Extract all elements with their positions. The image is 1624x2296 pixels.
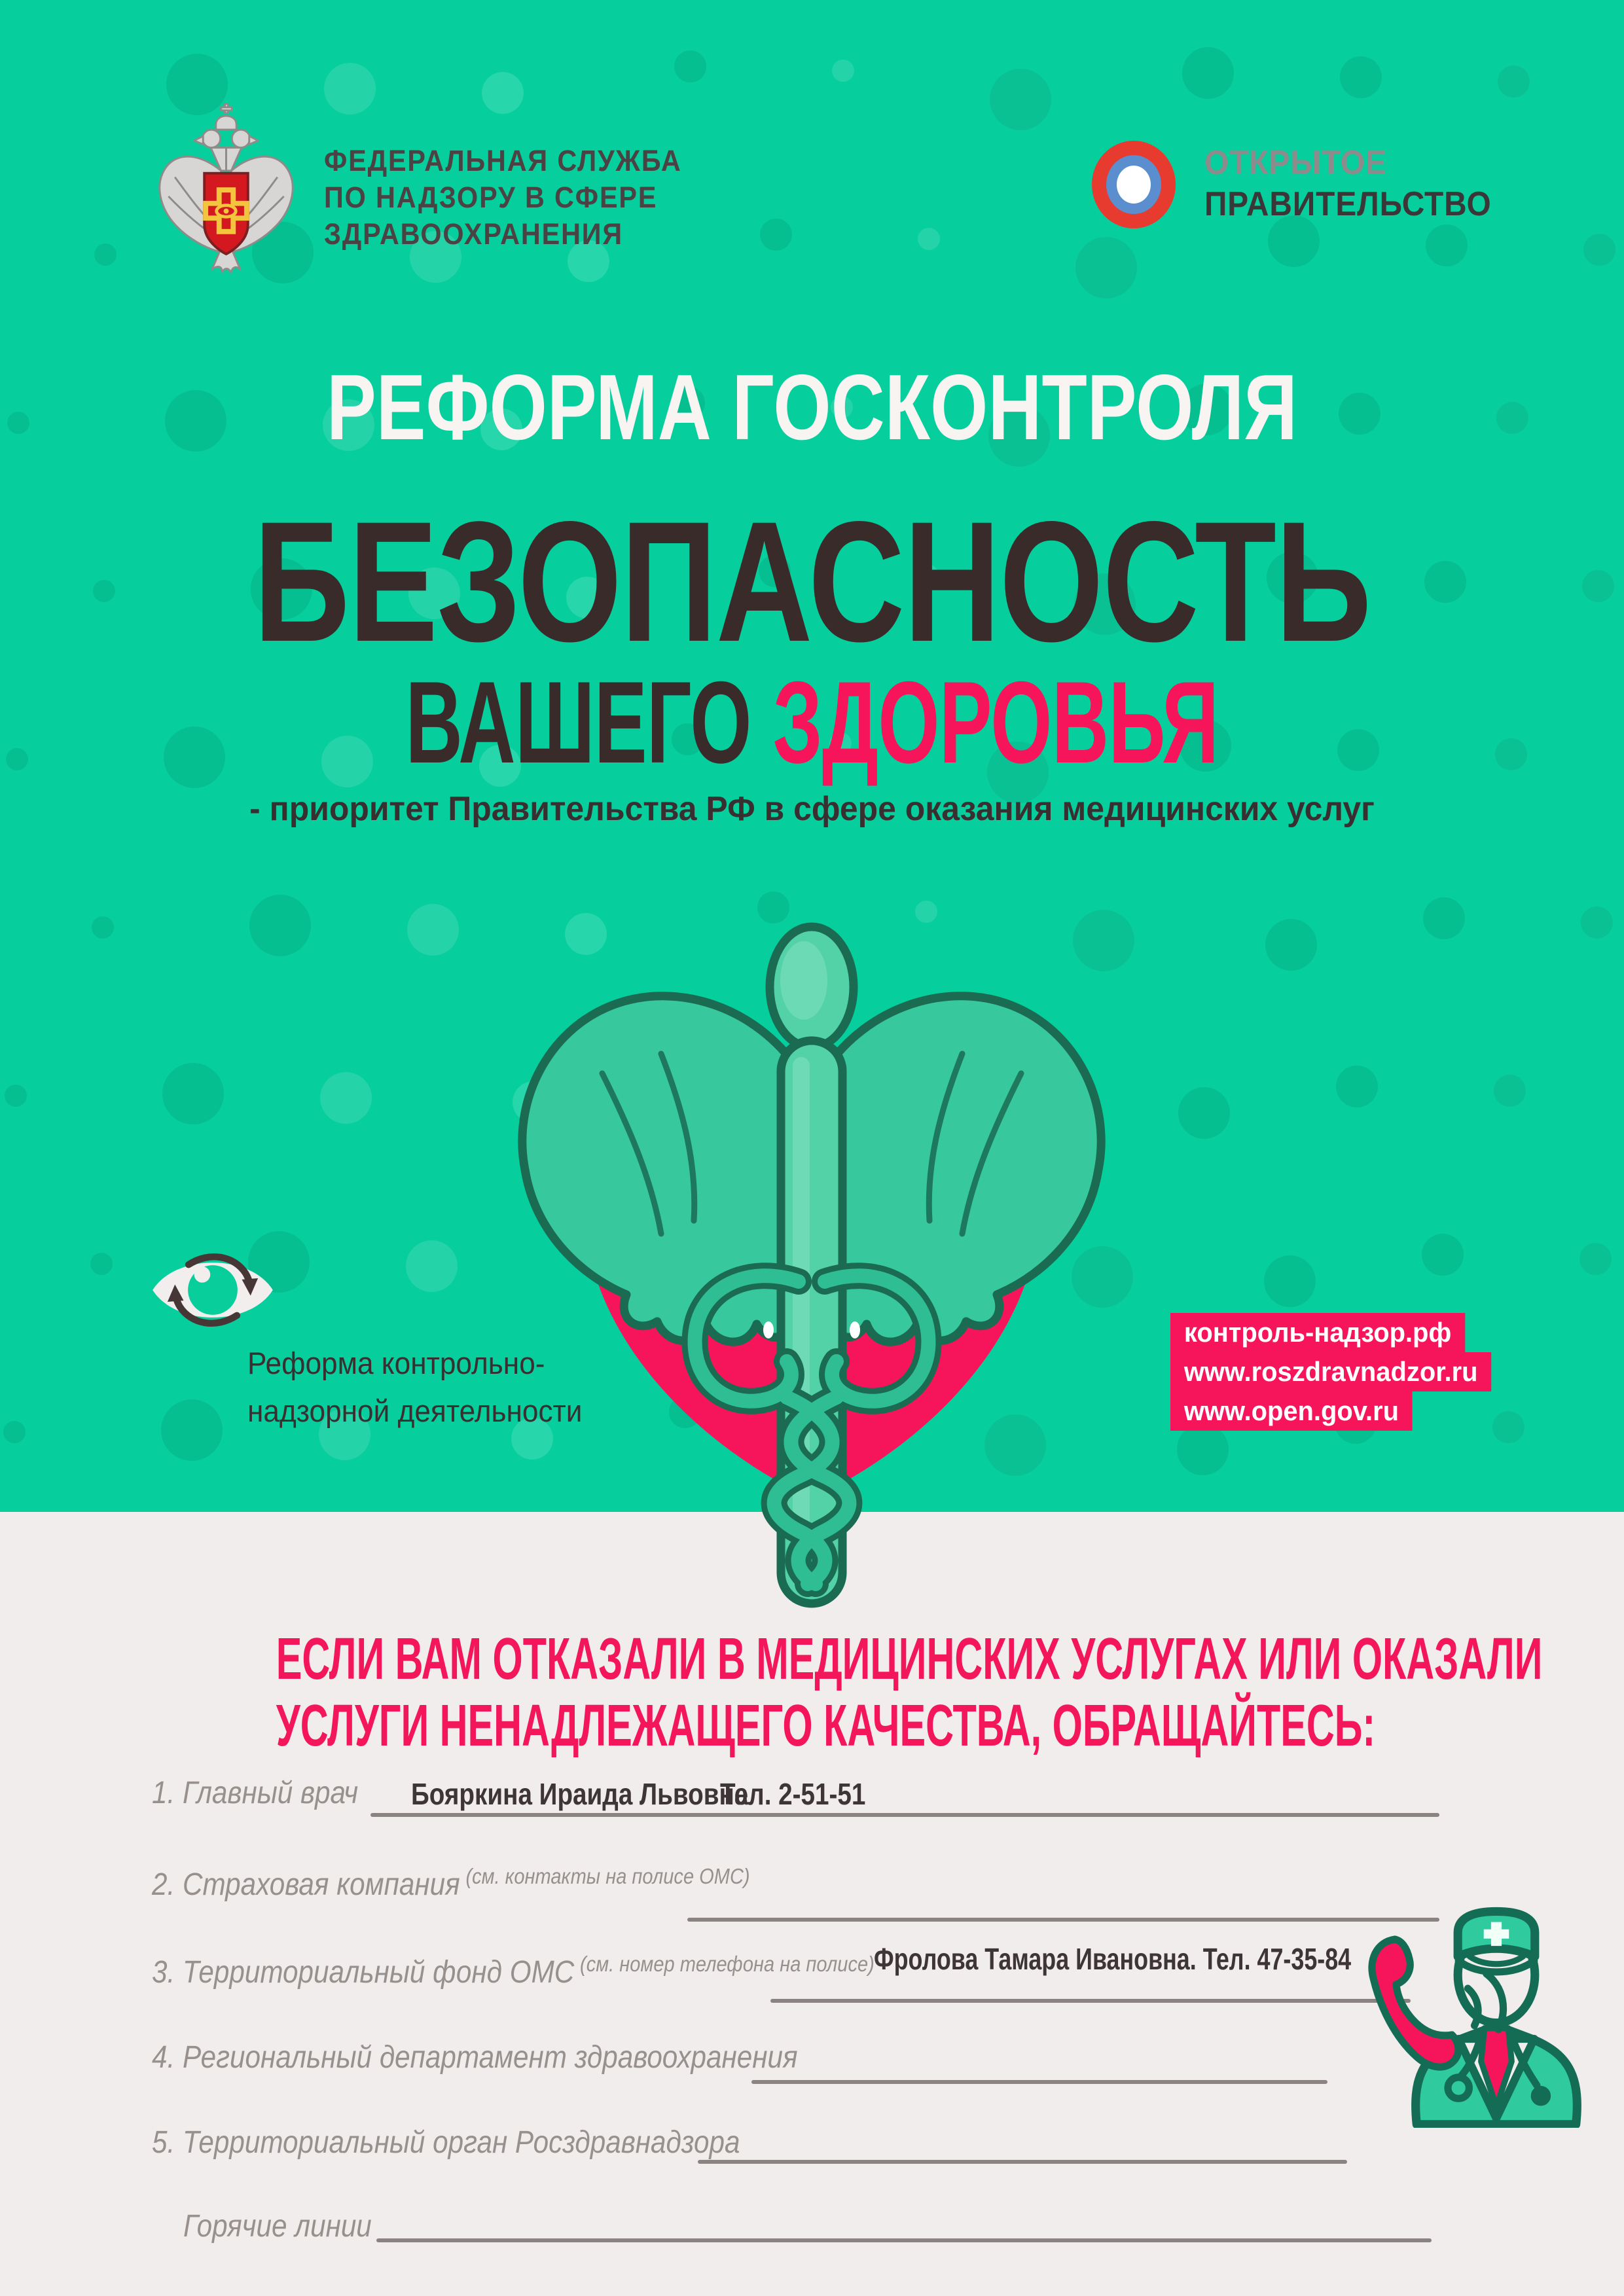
polka-dot [918, 228, 940, 250]
open-government-title [1204, 143, 1492, 225]
open-government-line: ОТКРЫТОЕ [1204, 144, 1387, 182]
form-label-hotlines [183, 2208, 372, 2244]
form-value-oms-fund-contact: Фролова Тамара Ивановна. Тел. 47-35-84 [874, 1942, 1352, 1976]
heart-caduceus-illustration [491, 877, 1132, 1620]
polka-dot [1583, 234, 1615, 266]
polka-dot [1494, 1075, 1526, 1107]
links-block [1170, 1313, 1508, 1431]
polka-dot [1582, 570, 1614, 602]
polka-dot [1265, 919, 1317, 971]
appeal-heading-line2: УСЛУГИ НЕНАДЛЕЖАЩЕГО КАЧЕСТВА, ОБРАЩАЙТЕСЬ: [276, 1693, 1376, 1759]
polka-dot [164, 726, 225, 788]
form-label-oms-fund [152, 1954, 875, 1990]
polka-dot [324, 63, 376, 115]
reform-note-line: надзорной деятельности [247, 1393, 583, 1428]
polka-dot [990, 69, 1051, 130]
form-line [751, 2080, 1327, 2084]
polka-dot [1581, 906, 1613, 939]
form-line [687, 1918, 1439, 1922]
form-value-chief-doctor-phone: Тел. 2-51-51 [720, 1777, 866, 1811]
form-label-chief-doctor [152, 1775, 358, 1811]
doctor-with-phone-illustration [1354, 1895, 1593, 2128]
polka-dot [482, 72, 524, 114]
polka-dot [674, 50, 706, 82]
polka-dot [1495, 738, 1527, 770]
form-label-text: 3. Территориальный фонд ОМС [152, 1955, 575, 1990]
link-roszdravnadzor[interactable]: www.roszdravnadzor.ru [1170, 1352, 1491, 1391]
polka-dot [161, 1399, 223, 1461]
polka-dot [94, 243, 117, 266]
polka-dot [832, 60, 854, 82]
agency-line: ЗДРАВООХРАНЕНИЯ [324, 217, 624, 251]
form-line [698, 2160, 1347, 2164]
open-government-rings-logo-icon [1088, 139, 1180, 230]
form-label-note: (см. контакты на полисе ОМС) [465, 1864, 750, 1888]
form-label-text: Горячие линии [183, 2209, 372, 2244]
main-title: БЕЗОПАСНОСТЬ [253, 486, 1371, 677]
polka-dot [1496, 402, 1528, 434]
polka-dot [1498, 65, 1530, 98]
polka-dot [3, 1421, 26, 1443]
link-open-gov[interactable]: www.open.gov.ru [1170, 1391, 1413, 1431]
polka-dot [1075, 237, 1137, 298]
polka-dot [760, 219, 792, 251]
link-kontrol-nadzor[interactable]: контроль-надзор.рф [1170, 1313, 1465, 1352]
polka-dot [1336, 1066, 1378, 1107]
form-label-note: (см. номер телефона на полисе) [580, 1952, 875, 1976]
polka-dot [1177, 1424, 1229, 1475]
form-label-territorial-body [152, 2125, 740, 2161]
polka-dot [1340, 56, 1382, 98]
form-label-text: 4. Региональный департамент здравоохранения [152, 2040, 798, 2075]
polka-dot [320, 1072, 372, 1124]
form-label-insurance-company [152, 1864, 750, 1903]
roszdravnadzor-eagle-emblem-icon [149, 97, 303, 293]
form-line [770, 1999, 1411, 2003]
polka-dot [249, 895, 311, 956]
form-label-text: 5. Территориальный орган Росздравнадзора [152, 2125, 740, 2160]
polka-dot [1264, 1255, 1316, 1307]
sub-title [260, 657, 1364, 787]
polka-dot [1182, 47, 1234, 99]
agency-line: ПО НАДЗОРУ В СФЕРЕ [324, 181, 658, 214]
polka-dot [93, 580, 115, 602]
form-label-text: 2. Страховая компания [152, 1867, 460, 1902]
polka-dot [1423, 897, 1465, 939]
tagline: - приоритет Правительства РФ в сфере оказания медицинских услуг [249, 790, 1375, 828]
agency-name [324, 143, 682, 253]
oversight-eye-refresh-icon [147, 1244, 278, 1336]
reform-note-line: Реформа контрольно- [247, 1346, 545, 1380]
polka-dot [6, 748, 28, 770]
sub-title-accent: ЗДОРОВЬЯ [772, 657, 1219, 787]
form-value-chief-doctor-name: Бояркина Ираида Львовна [411, 1777, 749, 1811]
open-government-line: ПРАВИТЕЛЬСТВО [1204, 185, 1492, 223]
polka-dot [1178, 1087, 1230, 1139]
polka-dot [1422, 1234, 1464, 1276]
polka-dot [90, 1253, 113, 1275]
form-label-regional-department [152, 2039, 798, 2075]
form-label-text: 1. Главный врач [152, 1776, 359, 1810]
form-line [376, 2238, 1432, 2242]
sub-title-dark: ВАШЕГО [405, 657, 773, 787]
polka-dot [162, 1063, 224, 1124]
appeal-heading-line1: ЕСЛИ ВАМ ОТКАЗАЛИ В МЕДИЦИНСКИХ УСЛУГАХ ИЛИ ОКАЗАЛИ [276, 1626, 1543, 1692]
polka-dot [5, 1085, 27, 1107]
kicker-title: РЕФОРМА ГОСКОНТРОЛЯ [327, 355, 1297, 459]
polka-dot [407, 904, 459, 956]
polka-dot [1426, 224, 1468, 266]
polka-dot [92, 916, 114, 939]
polka-dot [7, 412, 29, 434]
agency-line: ФЕДЕРАЛЬНАЯ СЛУЖБА [324, 144, 682, 177]
polka-dot [1579, 1243, 1612, 1275]
polka-dot [406, 1240, 458, 1292]
form-line [370, 1813, 1439, 1817]
